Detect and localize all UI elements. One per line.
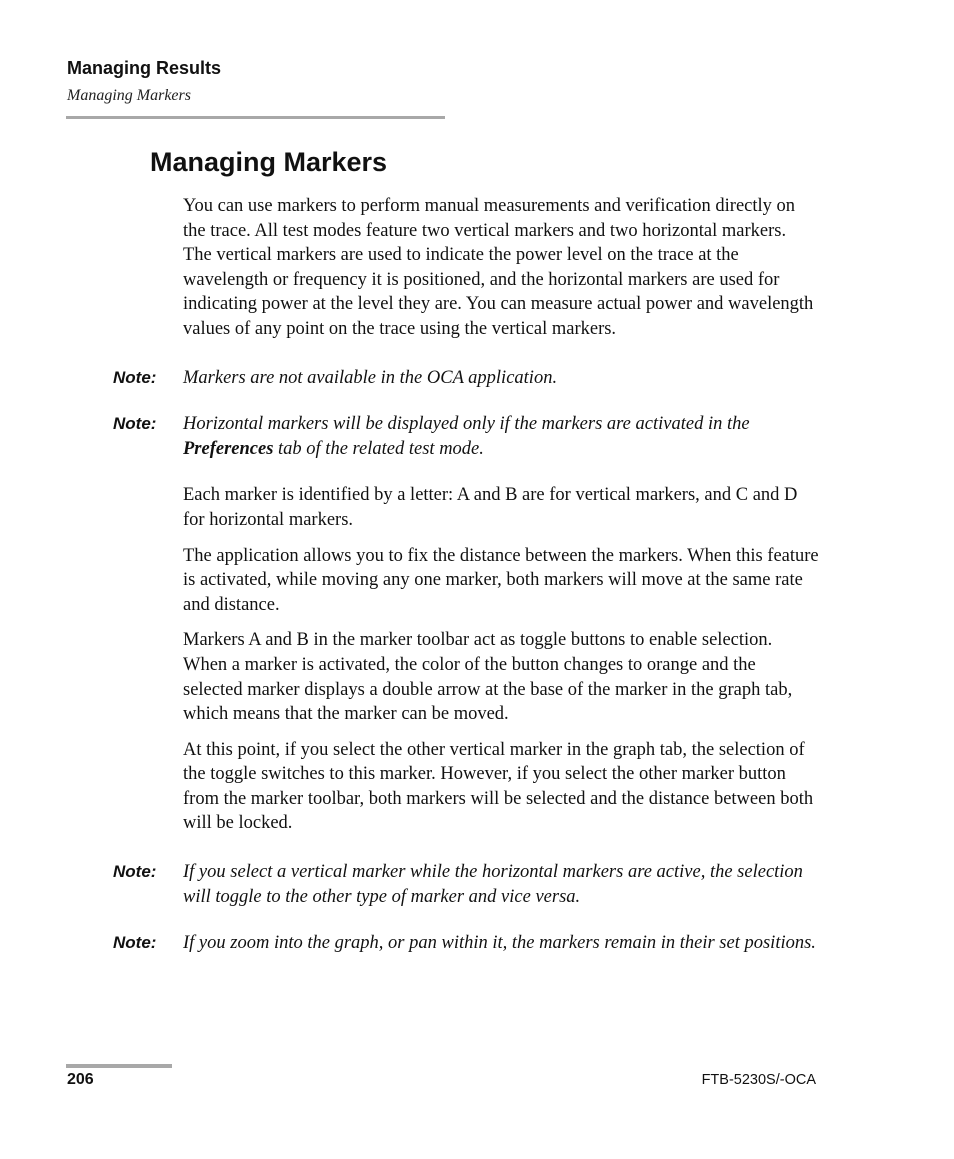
toggle-buttons-paragraph: Markers A and B in the marker toolbar act as toggle buttons to enable selection. When a marker is activated, the color of the button changes to orange and the selected marker displays a double arrow at the base of the marker in the graph tab, which means that the marker can be moved. bbox=[183, 630, 793, 725]
selection-paragraph: At this point, if you select the other vertical marker in the graph tab, the selection of the toggle switches to this marker. However, if you select the other marker button from the marker toolbar, both markers will be selected and the distance between both will be locked. bbox=[183, 739, 814, 834]
footer-divider bbox=[66, 1064, 172, 1068]
note-horizontal-markers bbox=[113, 412, 823, 461]
intro-paragraph: You can use markers to perform manual measurements and verification directly on the trace. All test modes feature two vertical markers and two horizontal markers. The vertical markers are used to indicate the power level on the trace at the wavelength or frequency it is positioned, and the horizontal markers are used for indicating power at the level they are. You can measure actual power and wavelength values of any point on the trace using the vertical markers. bbox=[183, 196, 814, 339]
note-label: Note: bbox=[113, 862, 157, 882]
note-text-before: Horizontal markers will be displayed only if the markers are activated in the bbox=[183, 414, 750, 435]
page-number: 206 bbox=[67, 1071, 94, 1088]
chapter-title: Managing Results bbox=[67, 58, 222, 78]
document-body bbox=[113, 194, 823, 978]
note-oca bbox=[113, 366, 823, 391]
note-text: If you select a vertical marker while the horizontal markers are active, the selection will toggle to the other type of marker and vice versa. bbox=[183, 862, 803, 907]
note-label: Note: bbox=[113, 414, 157, 434]
fixed-distance-paragraph: The application allows you to fix the distance between the markers. When this feature is activated, while moving any one marker, both markers will move at the same rate and distance. bbox=[183, 545, 819, 615]
preferences-tab-name: Preferences bbox=[183, 438, 274, 459]
note-text-after: tab of the related test mode. bbox=[273, 438, 484, 459]
note-label: Note: bbox=[113, 367, 157, 387]
note-toggle-type bbox=[113, 860, 823, 909]
marker-letters-paragraph: Each marker is identified by a letter: A and B are for vertical markers, and C and D for horizontal markers. bbox=[183, 485, 798, 530]
note-zoom-pan bbox=[113, 931, 823, 956]
header-divider bbox=[66, 116, 445, 119]
chapter-subtitle: Managing Markers bbox=[67, 87, 191, 104]
note-text: Markers are not available in the OCA application. bbox=[183, 367, 558, 388]
product-name: FTB-5230S/-OCA bbox=[701, 1072, 816, 1088]
section-title: Managing Markers bbox=[150, 147, 388, 177]
running-header bbox=[67, 57, 445, 107]
note-text: If you zoom into the graph, or pan within it, the markers remain in their set positions. bbox=[183, 933, 816, 954]
note-text bbox=[183, 412, 819, 461]
note-label: Note: bbox=[113, 933, 157, 953]
